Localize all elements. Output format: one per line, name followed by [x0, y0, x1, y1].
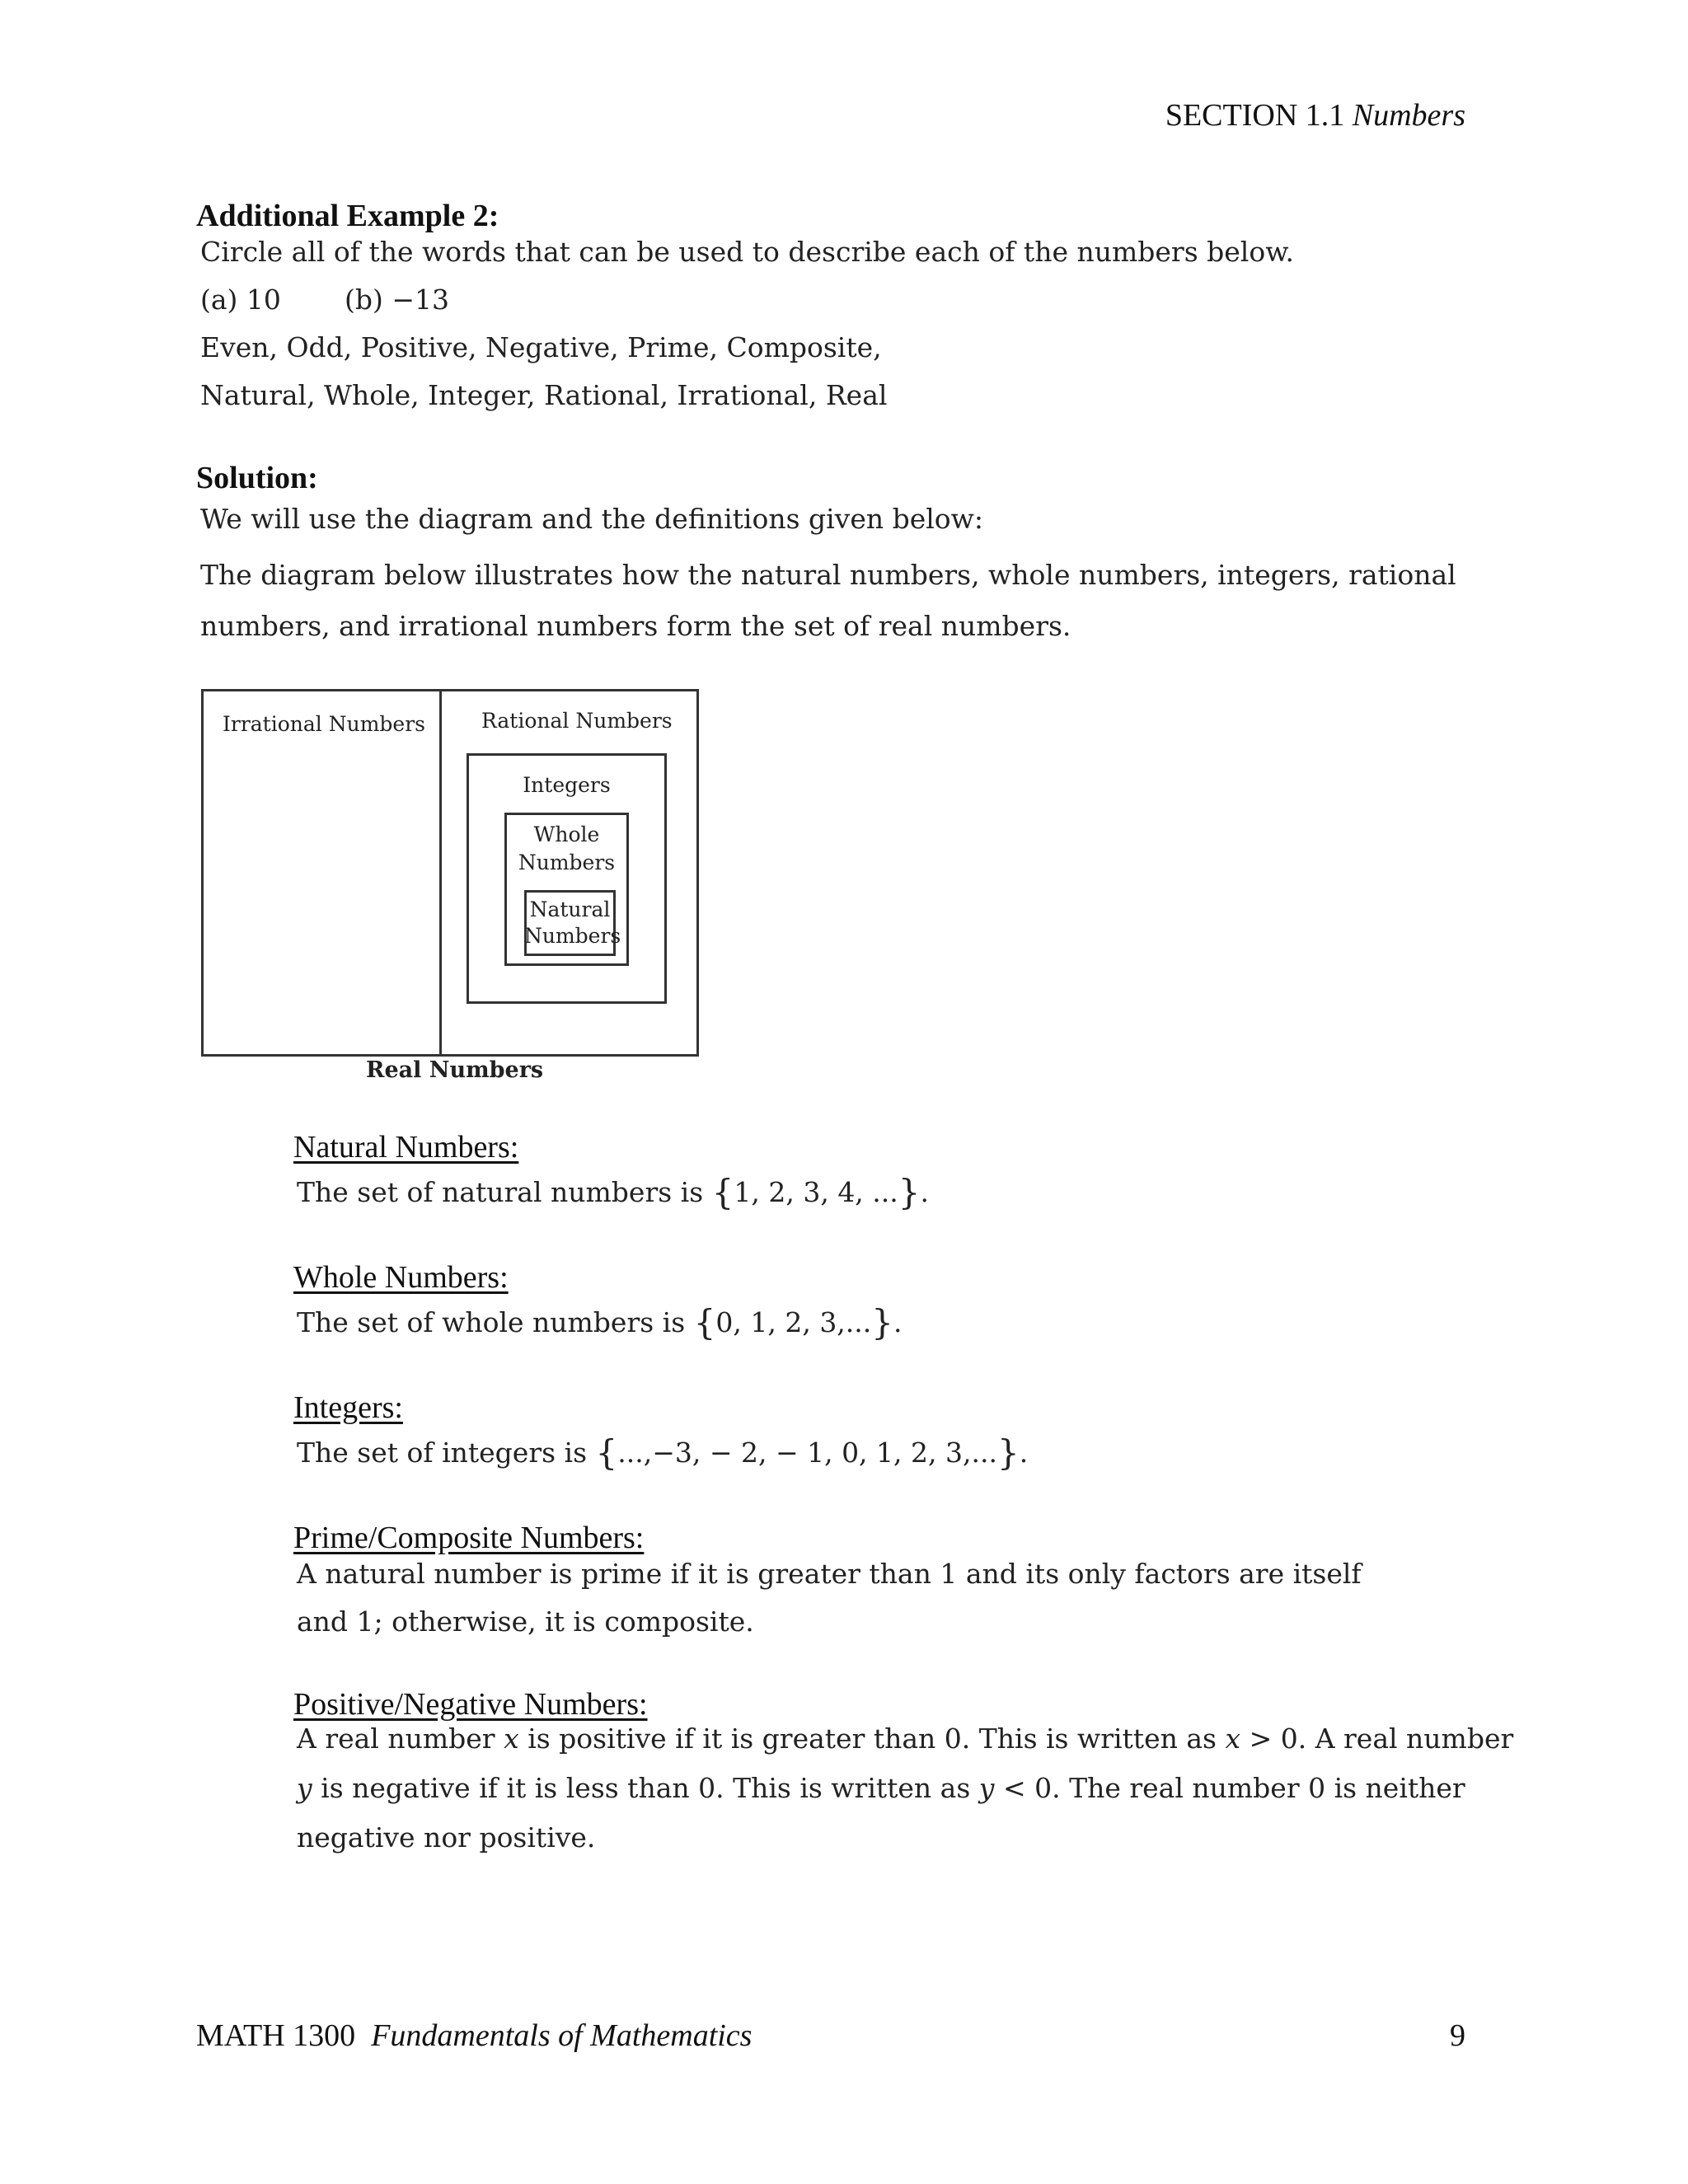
- integers-text: The set of integers is: [297, 1436, 588, 1469]
- variable-x: x: [504, 1722, 519, 1755]
- brace-close: }: [996, 1432, 1020, 1473]
- posneg-text: > 0. A real number: [1249, 1722, 1514, 1755]
- natural-label-line2: Numbers: [524, 924, 621, 948]
- posneg-definition-line3: negative nor positive.: [297, 1821, 596, 1854]
- brace-open: {: [693, 1302, 716, 1343]
- irrational-label: Irrational Numbers: [223, 712, 425, 736]
- brace-open: {: [595, 1432, 618, 1473]
- whole-numbers-title: Whole Numbers:: [293, 1260, 509, 1295]
- integers-set: ...,−3, − 2, − 1, 0, 1, 2, 3,...: [617, 1436, 997, 1469]
- natural-set: 1, 2, 3, 4, ...: [734, 1176, 898, 1208]
- integers-label: Integers: [523, 773, 611, 797]
- whole-label: [504, 821, 629, 877]
- example-instruction: Circle all of the words that can be used to describe each of the numbers below.: [200, 236, 1295, 268]
- diagram-divider: [439, 691, 442, 1055]
- brace-open: {: [711, 1172, 734, 1212]
- whole-text: The set of whole numbers is: [297, 1306, 686, 1338]
- whole-set: 0, 1, 2, 3,...: [715, 1306, 872, 1338]
- example-item-b: (b) −13: [345, 284, 450, 316]
- solution-heading: Solution:: [196, 461, 318, 495]
- posneg-text: is negative if it is less than 0. This is written as: [321, 1772, 971, 1804]
- section-number: SECTION 1.1: [1165, 98, 1345, 133]
- variable-y: y: [978, 1772, 995, 1804]
- book-title: Fundamentals of Mathematics: [371, 2018, 753, 2053]
- page-footer: [196, 2018, 752, 2054]
- variable-y: y: [297, 1772, 312, 1804]
- page-number: 9: [1450, 2018, 1465, 2053]
- positive-negative-title: Positive/Negative Numbers:: [293, 1687, 648, 1722]
- prime-composite-title: Prime/Composite Numbers:: [293, 1521, 645, 1555]
- example-heading: Additional Example 2:: [196, 199, 499, 233]
- page-header: [1165, 97, 1465, 134]
- posneg-definition-line2: [297, 1772, 1465, 1804]
- whole-numbers-definition: [297, 1302, 903, 1343]
- example-words-line2: Natural, Whole, Integer, Rational, Irrational, Real: [200, 379, 888, 411]
- posneg-definition-line1: [297, 1722, 1513, 1755]
- whole-label-line2: Numbers: [518, 851, 616, 874]
- posneg-text: < 0. The real number 0 is neither: [1002, 1772, 1465, 1804]
- solution-intro: We will use the diagram and the definitions given below:: [200, 503, 984, 535]
- natural-label-line1: Natural: [529, 898, 611, 921]
- brace-close: }: [898, 1172, 921, 1212]
- brace-close: }: [871, 1302, 894, 1343]
- whole-label-line1: Whole: [533, 823, 600, 846]
- solution-desc-line2: numbers, and irrational numbers form the set of real numbers.: [200, 610, 1071, 642]
- variable-x: x: [1225, 1722, 1241, 1755]
- real-numbers-label: Real Numbers: [366, 1057, 544, 1083]
- natural-text: The set of natural numbers is: [297, 1176, 704, 1208]
- example-words-line1: Even, Odd, Positive, Negative, Prime, Composite,: [200, 331, 882, 363]
- whole-end: .: [893, 1306, 903, 1338]
- posneg-text: A real number: [297, 1722, 495, 1755]
- prime-definition-line2: and 1; otherwise, it is composite.: [297, 1605, 754, 1638]
- course-code: MATH 1300: [196, 2018, 356, 2053]
- posneg-text: is positive if it is greater than 0. This is written as: [528, 1722, 1217, 1755]
- example-item-a: (a) 10: [200, 284, 281, 316]
- natural-numbers-definition: [297, 1172, 929, 1212]
- solution-desc-line1: The diagram below illustrates how the natural numbers, whole numbers, integers, rational: [200, 559, 1456, 591]
- integers-title: Integers:: [293, 1390, 403, 1425]
- integers-end: .: [1019, 1436, 1029, 1469]
- section-title: Numbers: [1352, 98, 1465, 133]
- natural-numbers-title: Natural Numbers:: [293, 1130, 519, 1165]
- rational-label: Rational Numbers: [481, 709, 673, 733]
- natural-label: [524, 897, 621, 949]
- prime-definition-line1: A natural number is prime if it is greater than 1 and its only factors are itself: [297, 1558, 1362, 1590]
- integers-definition: [297, 1432, 1028, 1473]
- natural-end: .: [920, 1176, 929, 1208]
